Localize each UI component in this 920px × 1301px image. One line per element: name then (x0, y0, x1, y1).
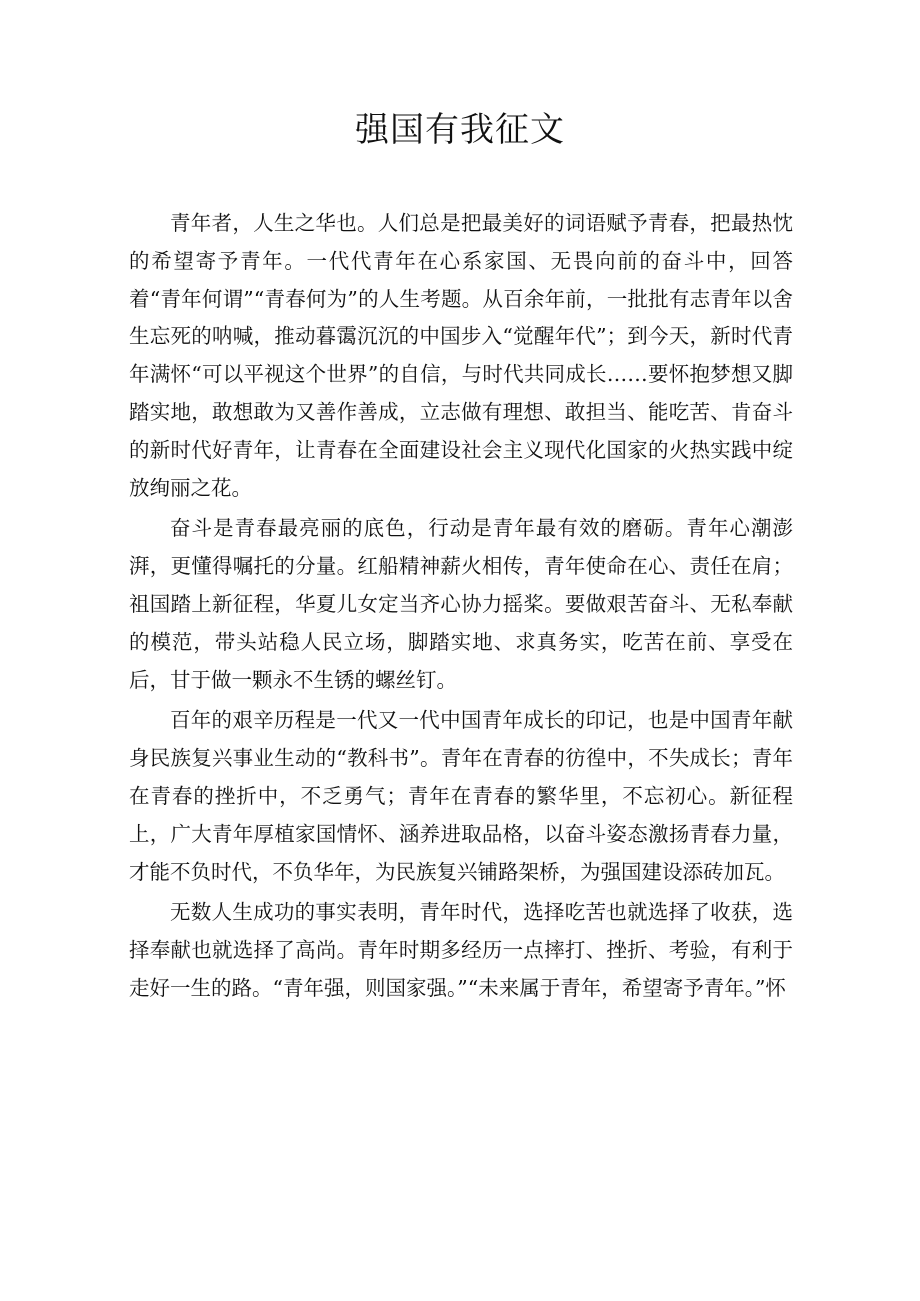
paragraph-3: 百年的艰辛历程是一代又一代中国青年成长的印记，也是中国青年献身民族复兴事业生动的“教科书”。青年在青春的彷徨中，不失成长；青年在青春的挫折中，不乏勇气；青年在青春的繁华里，不忘初心。新征程上，广大青年厚植家国情怀、涵养进取品格，以奋斗姿态激扬青春力量，才能不负时代，不负华年，为民族复兴铺路架桥，为强国建设添砖加瓦。 (129, 708, 793, 884)
paragraph-2: 奋斗是青春最亮丽的底色，行动是青年最有效的磨砺。青年心潮澎湃，更懂得嘱托的分量。红船精神薪火相传，青年使命在心、责任在肩；祖国踏上新征程，华夏儿女定当齐心协力摇桨。要做艰苦奋斗、无私奉献的模范，带头站稳人民立场，脚踏实地、求真务实，吃苦在前、享受在后，甘于做一颗永不生锈的螺丝钉。 (129, 516, 793, 692)
document-title: 强国有我征文 (355, 110, 565, 150)
document-body (129, 205, 793, 1011)
paragraph-1: 青年者，人生之华也。人们总是把最美好的词语赋予青春，把最热忱的希望寄予青年。一代代青年在心系家国、无畏向前的奋斗中，回答着“青年何谓”“青春何为”的人生考题。从百余年前，一批批有志青年以舍生忘死的呐喊，推动暮霭沉沉的中国步入“觉醒年代”；到今天，新时代青年满怀“可以平视这个世界”的自信，与时代共同成长……要怀抱梦想又脚踏实地，敢想敢为又善作善成，立志做有理想、敢担当、能吃苦、肯奋斗的新时代好青年，让青春在全面建设社会主义现代化国家的火热实践中绽放绚丽之花。 (129, 211, 793, 500)
paragraph-4: 无数人生成功的事实表明，青年时代，选择吃苦也就选择了收获，选择奉献也就选择了高尚。青年时期多经历一点摔打、挫折、考验，有利于走好一生的路。“青年强，则国家强。”“未来属于青年，希望寄予青年。”怀 (129, 900, 793, 1000)
